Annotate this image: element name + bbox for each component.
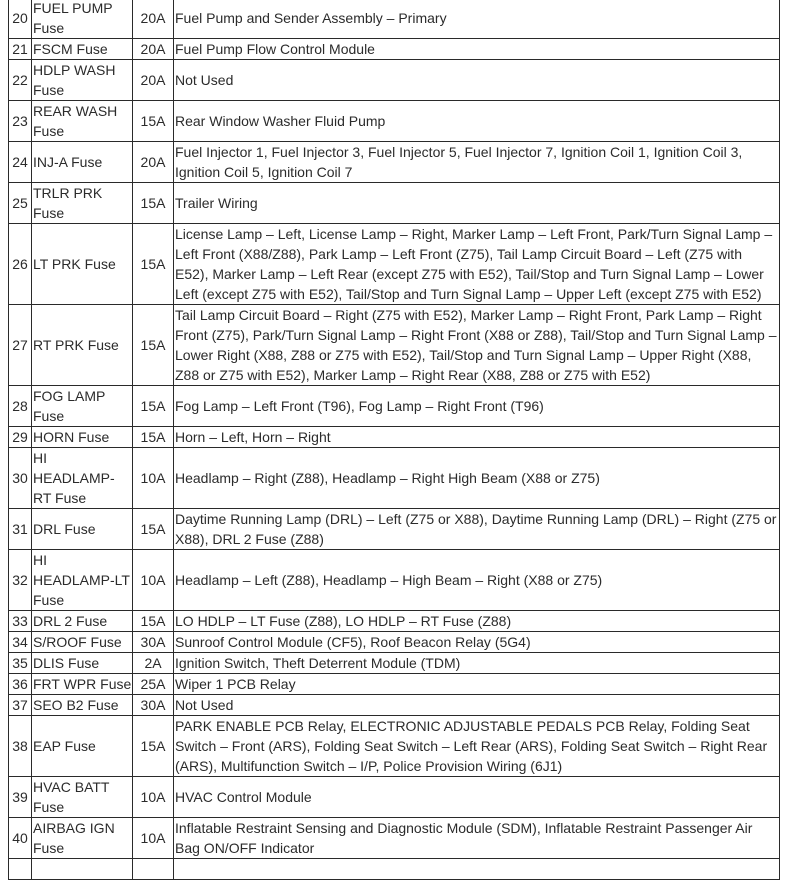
- fuse-name-cell: HVAC BATT Fuse: [32, 777, 133, 818]
- fuse-name-cell: HI HEADLAMP-LT Fuse: [32, 550, 133, 611]
- table-row: [9, 509, 780, 550]
- table-row: [9, 859, 780, 880]
- fuse-usage-cell: LO HDLP – LT Fuse (Z88), LO HDLP – RT Fuse (Z88): [174, 611, 780, 632]
- fuse-name-cell: INJ-A Fuse: [32, 142, 133, 183]
- table-row: [9, 224, 780, 305]
- table-row: [9, 716, 780, 777]
- fuse-usage-cell: Rear Window Washer Fluid Pump: [174, 101, 780, 142]
- fuse-number-cell: 30: [9, 448, 32, 509]
- fuse-name-cell: SEO B2 Fuse: [32, 695, 133, 716]
- fuse-name-cell: HDLP WASH Fuse: [32, 60, 133, 101]
- fuse-number-cell: 39: [9, 777, 32, 818]
- fuse-amperage-cell: 20A: [133, 39, 174, 60]
- fuse-usage-cell: Daytime Running Lamp (DRL) – Left (Z75 or X88), Daytime Running Lamp (DRL) – Right (Z75 or X88), DRL 2 Fuse (Z88): [174, 509, 780, 550]
- fuse-amperage-cell: 25A: [133, 674, 174, 695]
- fuse-name-cell: FRT WPR Fuse: [32, 674, 133, 695]
- fuse-usage-cell: Headlamp – Right (Z88), Headlamp – Right High Beam (X88 or Z75): [174, 448, 780, 509]
- table-row: [9, 427, 780, 448]
- fuse-amperage-cell: 10A: [133, 550, 174, 611]
- fuse-name-cell: AIRBAG IGN Fuse: [32, 818, 133, 859]
- fuse-number-cell: 35: [9, 653, 32, 674]
- table-row: [9, 674, 780, 695]
- fuse-usage-cell: License Lamp – Left, License Lamp – Right, Marker Lamp – Left Front, Park/Turn Signal Lamp – Left Front (X88/Z88), Park Lamp – Left Front (Z75), Tail Lamp Circuit Board – Left (Z75 with E52), Marker Lamp – Left Rear (except Z75 with E52), Tail/Stop and Turn Signal Lamp – Lower Left (except Z75 with E52), Tail/Stop and Turn Signal Lamp – Upper Left (except Z75 with E52): [174, 224, 780, 305]
- fuse-amperage-cell: 15A: [133, 386, 174, 427]
- fuse-name-cell: FSCM Fuse: [32, 39, 133, 60]
- table-row: [9, 0, 780, 39]
- fuse-number-cell: 28: [9, 386, 32, 427]
- fuse-amperage-cell: 20A: [133, 60, 174, 101]
- fuse-name-cell: HORN Fuse: [32, 427, 133, 448]
- fuse-usage-cell: Ignition Switch, Theft Deterrent Module (TDM): [174, 653, 780, 674]
- fuse-name-cell: DLIS Fuse: [32, 653, 133, 674]
- fuse-usage-cell: Not Used: [174, 60, 780, 101]
- fuse-number-cell: 38: [9, 716, 32, 777]
- table-row: [9, 386, 780, 427]
- fuse-number-cell: 40: [9, 818, 32, 859]
- fuse-usage-cell: Wiper 1 PCB Relay: [174, 674, 780, 695]
- fuse-number-cell: 29: [9, 427, 32, 448]
- fuse-usage-cell: Tail Lamp Circuit Board – Right (Z75 with E52), Marker Lamp – Right Front, Park Lamp – Right Front (Z75), Park/Turn Signal Lamp – Right Front (X88 or Z88), Tail/Stop and Turn Signal Lamp – Lower Right (X88, Z88 or Z75 with E52), Tail/Stop and Turn Signal Lamp – Upper Right (X88, Z88 or Z75 with E52), Marker Lamp – Right Rear (X88, Z88 or Z75 with E52): [174, 305, 780, 386]
- fuse-amperage-cell: 2A: [133, 653, 174, 674]
- fuse-amperage-cell: 15A: [133, 305, 174, 386]
- fuse-usage-cell: Sunroof Control Module (CF5), Roof Beacon Relay (5G4): [174, 632, 780, 653]
- fuse-name-cell: [32, 859, 133, 880]
- fuse-amperage-cell: 20A: [133, 0, 174, 39]
- fuse-usage-cell: PARK ENABLE PCB Relay, ELECTRONIC ADJUSTABLE PEDALS PCB Relay, Folding Seat Switch – Front (ARS), Folding Seat Switch – Left Rear (ARS), Folding Seat Switch – Right Rear (ARS), Multifunction Switch – I/P, Police Provision Wiring (6J1): [174, 716, 780, 777]
- fuse-number-cell: 22: [9, 60, 32, 101]
- table-row: [9, 632, 780, 653]
- table-row: [9, 183, 780, 224]
- fuse-amperage-cell: 30A: [133, 632, 174, 653]
- fuse-name-cell: REAR WASH Fuse: [32, 101, 133, 142]
- fuse-number-cell: 37: [9, 695, 32, 716]
- fuse-usage-cell: Horn – Left, Horn – Right: [174, 427, 780, 448]
- fuse-table: [8, 0, 780, 880]
- fuse-usage-cell: Fuel Injector 1, Fuel Injector 3, Fuel Injector 5, Fuel Injector 7, Ignition Coil 1, Ignition Coil 3, Ignition Coil 5, Ignition Coil 7: [174, 142, 780, 183]
- fuse-amperage-cell: 30A: [133, 695, 174, 716]
- fuse-name-cell: LT PRK Fuse: [32, 224, 133, 305]
- table-row: [9, 611, 780, 632]
- fuse-number-cell: 26: [9, 224, 32, 305]
- table-row: [9, 695, 780, 716]
- fuse-name-cell: HI HEADLAMP-RT Fuse: [32, 448, 133, 509]
- table-row: [9, 818, 780, 859]
- table-row: [9, 448, 780, 509]
- fuse-amperage-cell: 15A: [133, 183, 174, 224]
- fuse-name-cell: DRL 2 Fuse: [32, 611, 133, 632]
- fuse-number-cell: 21: [9, 39, 32, 60]
- table-row: [9, 60, 780, 101]
- fuse-number-cell: 33: [9, 611, 32, 632]
- fuse-number-cell: 25: [9, 183, 32, 224]
- fuse-amperage-cell: 10A: [133, 818, 174, 859]
- fuse-amperage-cell: 15A: [133, 101, 174, 142]
- fuse-name-cell: DRL Fuse: [32, 509, 133, 550]
- fuse-amperage-cell: 10A: [133, 448, 174, 509]
- fuse-name-cell: EAP Fuse: [32, 716, 133, 777]
- fuse-amperage-cell: 20A: [133, 142, 174, 183]
- table-row: [9, 142, 780, 183]
- fuse-usage-cell: Headlamp – Left (Z88), Headlamp – High Beam – Right (X88 or Z75): [174, 550, 780, 611]
- fuse-amperage-cell: 15A: [133, 716, 174, 777]
- fuse-table-body: [9, 0, 780, 880]
- fuse-number-cell: 24: [9, 142, 32, 183]
- fuse-number-cell: 20: [9, 0, 32, 39]
- fuse-amperage-cell: 15A: [133, 611, 174, 632]
- fuse-amperage-cell: 10A: [133, 777, 174, 818]
- table-row: [9, 305, 780, 386]
- fuse-usage-cell: Not Used: [174, 695, 780, 716]
- fuse-number-cell: 23: [9, 101, 32, 142]
- fuse-name-cell: FOG LAMP Fuse: [32, 386, 133, 427]
- fuse-amperage-cell: [133, 859, 174, 880]
- fuse-usage-cell: Fog Lamp – Left Front (T96), Fog Lamp – Right Front (T96): [174, 386, 780, 427]
- fuse-usage-cell: Inflatable Restraint Sensing and Diagnostic Module (SDM), Inflatable Restraint Passenger Air Bag ON/OFF Indicator: [174, 818, 780, 859]
- fuse-usage-cell: HVAC Control Module: [174, 777, 780, 818]
- fuse-name-cell: TRLR PRK Fuse: [32, 183, 133, 224]
- fuse-number-cell: 34: [9, 632, 32, 653]
- fuse-number-cell: [9, 859, 32, 880]
- fuse-name-cell: FUEL PUMP Fuse: [32, 0, 133, 39]
- fuse-amperage-cell: 15A: [133, 224, 174, 305]
- fuse-amperage-cell: 15A: [133, 509, 174, 550]
- fuse-number-cell: 31: [9, 509, 32, 550]
- fuse-name-cell: S/ROOF Fuse: [32, 632, 133, 653]
- fuse-name-cell: RT PRK Fuse: [32, 305, 133, 386]
- fuse-number-cell: 27: [9, 305, 32, 386]
- fuse-usage-cell: Fuel Pump and Sender Assembly – Primary: [174, 0, 780, 39]
- fuse-number-cell: 36: [9, 674, 32, 695]
- table-row: [9, 39, 780, 60]
- fuse-usage-cell: Trailer Wiring: [174, 183, 780, 224]
- table-row: [9, 777, 780, 818]
- fuse-amperage-cell: 15A: [133, 427, 174, 448]
- fuse-usage-cell: Fuel Pump Flow Control Module: [174, 39, 780, 60]
- table-row: [9, 653, 780, 674]
- table-row: [9, 550, 780, 611]
- table-row: [9, 101, 780, 142]
- fuse-usage-cell: [174, 859, 780, 880]
- fuse-number-cell: 32: [9, 550, 32, 611]
